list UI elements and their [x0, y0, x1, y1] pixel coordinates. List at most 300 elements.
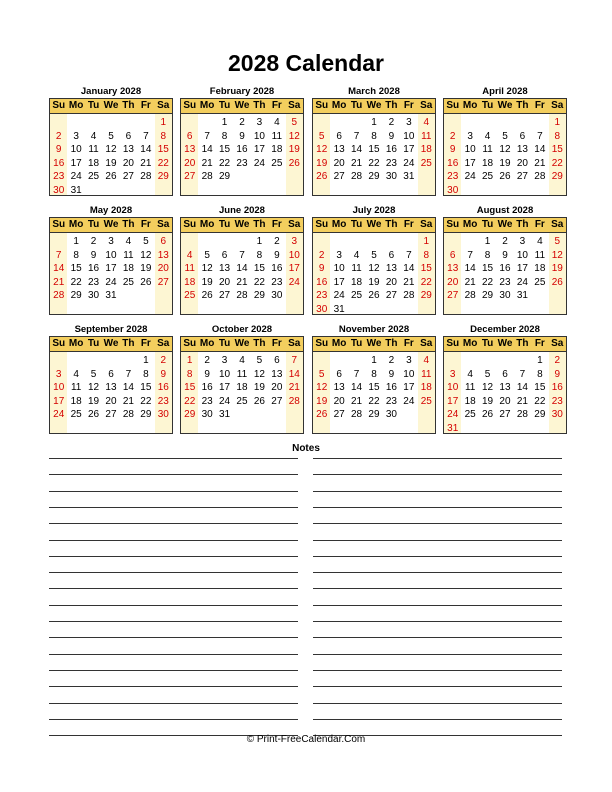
- day-grid: [181, 352, 303, 422]
- day-cell: 10: [253, 130, 265, 142]
- day-cell: 22: [157, 157, 169, 169]
- note-line: [313, 719, 562, 720]
- day-cell: 7: [467, 249, 473, 261]
- day-cell: 17: [464, 157, 476, 169]
- day-grid: [313, 233, 435, 316]
- empty-cell: [67, 116, 84, 130]
- day-cell: 11: [482, 144, 493, 155]
- day-cell: 21: [140, 157, 152, 169]
- day-cell: 11: [88, 144, 99, 155]
- day-cell: 2: [554, 355, 561, 366]
- day-cell: 8: [221, 130, 228, 142]
- empty-cell: [365, 235, 382, 249]
- day-cell: 19: [482, 395, 494, 407]
- day-grid: [313, 352, 435, 422]
- day-cell: 11: [123, 249, 134, 261]
- day-cell: 25: [482, 171, 494, 182]
- day-cell: 17: [253, 144, 265, 155]
- day-cell: 19: [288, 144, 300, 155]
- empty-cell: [181, 235, 198, 249]
- day-cell: 27: [447, 290, 459, 301]
- day-cell: 26: [105, 171, 117, 182]
- weekday-label: Mo: [462, 219, 478, 230]
- day-cell: 25: [534, 276, 546, 288]
- day-cell: 12: [140, 249, 152, 261]
- weekday-header: [444, 99, 566, 114]
- day-cell: 11: [534, 249, 546, 261]
- empty-cell: [67, 354, 84, 368]
- day-cell: 19: [140, 263, 152, 274]
- day-cell: 29: [482, 290, 494, 301]
- day-cell: 16: [271, 263, 283, 274]
- day-cell: 9: [55, 144, 62, 155]
- day-cell: 21: [53, 276, 65, 288]
- day-cell: 4: [274, 117, 280, 128]
- empty-cell: [330, 354, 347, 368]
- day-cell: 1: [537, 355, 543, 366]
- day-cell: 16: [385, 144, 397, 155]
- month-block: [49, 324, 173, 434]
- month-block: [180, 205, 304, 315]
- weekday-label: Su: [52, 219, 66, 230]
- day-cell: 29: [551, 171, 563, 182]
- weekday-label: Mo: [199, 219, 215, 230]
- day-cell: 28: [201, 171, 213, 182]
- note-line: [313, 588, 562, 589]
- day-cell: 21: [122, 395, 134, 407]
- day-cell: 22: [253, 276, 265, 288]
- day-cell: 14: [140, 144, 152, 155]
- day-grid: [444, 114, 566, 197]
- day-cell: 27: [122, 171, 134, 182]
- day-cell: 10: [447, 382, 459, 393]
- empty-cell: [102, 116, 119, 130]
- weekday-label: Sa: [551, 338, 564, 349]
- day-cell: 28: [516, 409, 528, 420]
- day-cell: 5: [318, 368, 325, 380]
- day-cell: 7: [353, 130, 360, 142]
- day-cell: 9: [318, 263, 325, 274]
- day-cell: 3: [406, 355, 412, 366]
- day-cell: 5: [256, 355, 263, 366]
- day-cell: 19: [551, 263, 563, 274]
- note-line: [49, 605, 298, 606]
- day-cell: 4: [537, 236, 543, 247]
- day-cell: 13: [333, 144, 345, 155]
- note-line: [313, 540, 562, 541]
- day-cell: 15: [368, 382, 380, 393]
- day-cell: 19: [368, 276, 380, 288]
- weekday-label: Mo: [331, 219, 347, 230]
- day-cell: 19: [316, 395, 328, 407]
- empty-cell: [198, 235, 215, 249]
- day-cell: 19: [201, 276, 213, 288]
- note-line: [313, 621, 562, 622]
- day-cell: 4: [423, 355, 430, 366]
- day-cell: 23: [88, 276, 100, 288]
- day-cell: 12: [88, 382, 100, 393]
- day-cell: 31: [219, 409, 231, 420]
- empty-cell: [444, 116, 461, 130]
- weekday-label: Tu: [481, 100, 494, 111]
- note-line: [49, 474, 298, 475]
- day-cell: 2: [55, 130, 62, 142]
- weekday-label: Tu: [87, 100, 100, 111]
- weekday-label: Fr: [271, 219, 282, 230]
- day-cell: 29: [534, 409, 546, 420]
- day-cell: 30: [385, 171, 397, 182]
- month-name: June 2028: [219, 205, 265, 216]
- weekday-label: Sa: [551, 100, 564, 111]
- day-cell: 6: [186, 130, 193, 142]
- day-cell: 7: [406, 249, 412, 261]
- day-cell: 13: [157, 249, 169, 261]
- day-cell: 26: [482, 409, 494, 420]
- note-line: [313, 474, 562, 475]
- month-box: [49, 336, 173, 434]
- month-block: [49, 205, 173, 315]
- day-cell: 6: [274, 355, 280, 366]
- day-cell: 30: [385, 409, 397, 420]
- day-cell: 11: [421, 130, 432, 142]
- day-cell: 7: [291, 355, 298, 366]
- empty-cell: [85, 354, 102, 368]
- weekday-label: We: [497, 338, 513, 349]
- day-cell: 13: [333, 382, 345, 393]
- weekday-label: Su: [183, 219, 197, 230]
- day-cell: 12: [253, 368, 265, 380]
- month-box: [443, 336, 567, 434]
- weekday-label: Th: [516, 338, 529, 349]
- day-cell: 18: [236, 382, 248, 393]
- day-cell: 31: [70, 184, 82, 196]
- day-cell: 10: [219, 368, 231, 380]
- weekday-label: Su: [52, 100, 66, 111]
- day-cell: 27: [333, 409, 345, 420]
- weekday-label: Th: [253, 338, 266, 349]
- day-cell: 6: [108, 368, 114, 380]
- day-cell: 24: [447, 409, 459, 420]
- weekday-header: [50, 99, 172, 114]
- day-cell: 30: [53, 184, 65, 196]
- day-cell: 23: [385, 395, 397, 407]
- day-cell: 14: [351, 382, 363, 393]
- footer-credit: © Print-FreeCalendar.Com: [246, 734, 366, 745]
- day-cell: 8: [160, 130, 167, 142]
- day-cell: 21: [403, 276, 415, 288]
- empty-cell: [50, 354, 67, 368]
- empty-cell: [444, 235, 461, 249]
- day-cell: 3: [221, 355, 228, 366]
- day-cell: 20: [219, 276, 231, 288]
- day-cell: 4: [484, 130, 491, 142]
- weekday-label: Mo: [68, 338, 84, 349]
- day-cell: 16: [236, 144, 248, 155]
- day-cell: 13: [184, 144, 196, 155]
- weekday-label: Tu: [87, 338, 100, 349]
- day-cell: 13: [516, 144, 528, 155]
- day-cell: 9: [160, 368, 167, 380]
- day-cell: 5: [318, 130, 325, 142]
- weekday-label: Fr: [140, 100, 151, 111]
- weekday-label: Sa: [420, 219, 433, 230]
- day-cell: 26: [316, 409, 328, 420]
- day-cell: 15: [140, 382, 152, 393]
- day-cell: 25: [271, 157, 283, 169]
- day-cell: 27: [184, 171, 196, 182]
- weekday-label: Mo: [68, 100, 84, 111]
- weekday-label: Th: [253, 219, 266, 230]
- weekday-label: Fr: [534, 100, 545, 111]
- day-grid: [50, 233, 172, 303]
- day-cell: 3: [291, 236, 298, 247]
- weekday-label: Th: [253, 100, 266, 111]
- day-cell: 22: [184, 395, 196, 407]
- empty-cell: [120, 354, 137, 368]
- day-cell: 24: [403, 395, 415, 407]
- day-cell: 19: [88, 395, 100, 407]
- day-cell: 7: [125, 368, 132, 380]
- day-cell: 15: [551, 144, 563, 155]
- day-cell: 26: [88, 409, 100, 420]
- note-line: [313, 654, 562, 655]
- month-name: April 2028: [482, 86, 528, 97]
- page-title: 2028 Calendar: [228, 50, 384, 76]
- day-cell: 22: [70, 276, 82, 288]
- day-cell: 15: [368, 144, 380, 155]
- day-cell: 15: [534, 382, 546, 393]
- day-cell: 9: [502, 249, 508, 261]
- weekday-label: Mo: [199, 100, 215, 111]
- day-cell: 15: [253, 263, 265, 274]
- day-cell: 14: [516, 382, 528, 393]
- weekday-label: We: [103, 338, 119, 349]
- day-cell: 8: [256, 249, 263, 261]
- day-cell: 2: [449, 130, 456, 142]
- weekday-label: Tu: [481, 219, 494, 230]
- day-cell: 27: [499, 409, 511, 420]
- day-cell: 1: [554, 117, 561, 128]
- empty-cell: [383, 235, 400, 249]
- day-cell: 6: [221, 249, 228, 261]
- day-cell: 24: [516, 276, 528, 288]
- day-cell: 18: [271, 144, 283, 155]
- day-cell: 3: [108, 236, 114, 247]
- month-box: [443, 217, 567, 315]
- weekday-label: Fr: [403, 338, 414, 349]
- month-box: [180, 98, 304, 196]
- day-cell: 7: [537, 130, 543, 142]
- weekday-label: Fr: [140, 338, 151, 349]
- empty-cell: [102, 354, 119, 368]
- weekday-label: We: [103, 100, 119, 111]
- day-cell: 15: [70, 263, 82, 274]
- empty-cell: [444, 354, 461, 368]
- month-name: March 2028: [348, 86, 400, 97]
- month-block: [312, 205, 436, 315]
- day-cell: 24: [333, 290, 345, 301]
- day-cell: 11: [236, 368, 248, 380]
- weekday-label: Su: [446, 219, 460, 230]
- day-cell: 3: [406, 117, 412, 128]
- day-grid: [313, 114, 435, 184]
- weekday-label: We: [234, 338, 250, 349]
- day-cell: 9: [388, 130, 395, 142]
- empty-cell: [514, 354, 531, 368]
- weekday-label: We: [234, 219, 250, 230]
- weekday-label: We: [366, 338, 382, 349]
- day-cell: 24: [53, 409, 65, 420]
- day-cell: 20: [122, 157, 134, 169]
- empty-cell: [198, 116, 215, 130]
- day-cell: 4: [423, 117, 430, 128]
- weekday-header: [313, 218, 435, 233]
- month-name: September 2028: [74, 324, 148, 335]
- day-cell: 1: [73, 236, 79, 247]
- day-grid: [444, 352, 566, 435]
- day-cell: 18: [534, 263, 546, 274]
- day-cell: 17: [53, 395, 65, 407]
- day-cell: 11: [421, 368, 432, 380]
- day-cell: 28: [534, 171, 546, 182]
- day-cell: 17: [219, 382, 231, 393]
- weekday-header: [444, 337, 566, 352]
- day-cell: 12: [368, 263, 380, 274]
- weekday-header: [181, 218, 303, 233]
- weekday-label: Su: [52, 338, 66, 349]
- month-box: [180, 217, 304, 315]
- day-cell: 21: [516, 395, 528, 407]
- day-cell: 20: [499, 395, 511, 407]
- note-line: [49, 523, 298, 524]
- day-cell: 3: [467, 130, 473, 142]
- day-cell: 30: [499, 290, 511, 301]
- day-cell: 10: [333, 263, 345, 274]
- day-cell: 2: [90, 236, 97, 247]
- day-cell: 15: [482, 263, 494, 274]
- empty-cell: [50, 116, 67, 130]
- weekday-label: Fr: [140, 219, 151, 230]
- day-cell: 21: [201, 157, 213, 169]
- weekday-label: Su: [446, 100, 460, 111]
- empty-cell: [348, 235, 365, 249]
- day-cell: 20: [157, 263, 169, 274]
- day-cell: 26: [140, 276, 152, 288]
- day-cell: 4: [186, 249, 193, 261]
- empty-cell: [50, 235, 67, 249]
- empty-cell: [181, 116, 198, 130]
- empty-cell: [233, 235, 250, 249]
- day-cell: 4: [125, 236, 132, 247]
- empty-cell: [461, 354, 478, 368]
- day-cell: 12: [316, 144, 328, 155]
- empty-cell: [330, 235, 347, 249]
- day-cell: 27: [516, 171, 528, 182]
- day-cell: 7: [204, 130, 210, 142]
- day-cell: 16: [201, 382, 213, 393]
- day-cell: 2: [160, 355, 167, 366]
- day-cell: 23: [551, 395, 563, 407]
- day-cell: 6: [125, 130, 132, 142]
- note-line: [313, 556, 562, 557]
- note-line: [313, 686, 562, 687]
- day-cell: 17: [333, 276, 345, 288]
- day-cell: 18: [184, 276, 196, 288]
- weekday-header: [50, 218, 172, 233]
- day-cell: 1: [371, 117, 377, 128]
- day-cell: 18: [420, 144, 432, 155]
- day-cell: 27: [105, 409, 117, 420]
- day-cell: 2: [388, 355, 395, 366]
- day-cell: 3: [73, 130, 79, 142]
- weekday-label: Th: [122, 100, 135, 111]
- note-line: [49, 654, 298, 655]
- empty-cell: [85, 116, 102, 130]
- day-cell: 22: [368, 395, 380, 407]
- day-cell: 12: [105, 144, 117, 155]
- day-cell: 5: [502, 130, 508, 142]
- weekday-header: [313, 337, 435, 352]
- weekday-label: Mo: [331, 338, 347, 349]
- day-cell: 2: [318, 249, 325, 261]
- month-name: December 2028: [470, 324, 540, 335]
- day-cell: 20: [385, 276, 397, 288]
- empty-cell: [461, 116, 478, 130]
- weekday-label: Tu: [218, 100, 231, 111]
- day-cell: 5: [108, 130, 114, 142]
- day-cell: 15: [219, 144, 231, 155]
- day-cell: 22: [551, 157, 563, 169]
- day-cell: 28: [122, 409, 134, 420]
- day-cell: 5: [90, 368, 97, 380]
- day-cell: 25: [420, 157, 432, 169]
- empty-cell: [313, 116, 330, 130]
- month-box: [312, 336, 436, 434]
- weekday-label: Th: [516, 219, 529, 230]
- day-cell: 19: [253, 382, 265, 393]
- empty-cell: [496, 354, 513, 368]
- month-name: January 2028: [80, 86, 142, 97]
- day-cell: 9: [388, 368, 395, 380]
- note-line: [49, 556, 298, 557]
- weekday-label: We: [497, 219, 513, 230]
- day-cell: 24: [464, 171, 476, 182]
- note-line: [313, 637, 562, 638]
- weekday-label: We: [103, 219, 119, 230]
- day-cell: 14: [236, 263, 248, 274]
- day-cell: 1: [484, 236, 491, 247]
- weekday-label: Tu: [350, 219, 363, 230]
- day-cell: 14: [534, 144, 546, 155]
- day-cell: 3: [519, 236, 526, 247]
- day-cell: 23: [316, 290, 328, 301]
- day-cell: 21: [351, 157, 363, 169]
- day-cell: 22: [219, 157, 231, 169]
- note-line: [313, 703, 562, 704]
- weekday-label: Sa: [157, 219, 170, 230]
- note-line: [49, 637, 298, 638]
- weekday-label: Th: [122, 219, 135, 230]
- day-cell: 13: [271, 368, 283, 380]
- day-cell: 25: [184, 290, 196, 301]
- day-cell: 9: [204, 368, 210, 380]
- day-cell: 24: [288, 276, 300, 288]
- day-cell: 18: [122, 263, 134, 274]
- day-grid: [50, 114, 172, 197]
- day-cell: 17: [403, 382, 415, 393]
- weekday-label: Mo: [68, 219, 84, 230]
- day-cell: 6: [449, 249, 456, 261]
